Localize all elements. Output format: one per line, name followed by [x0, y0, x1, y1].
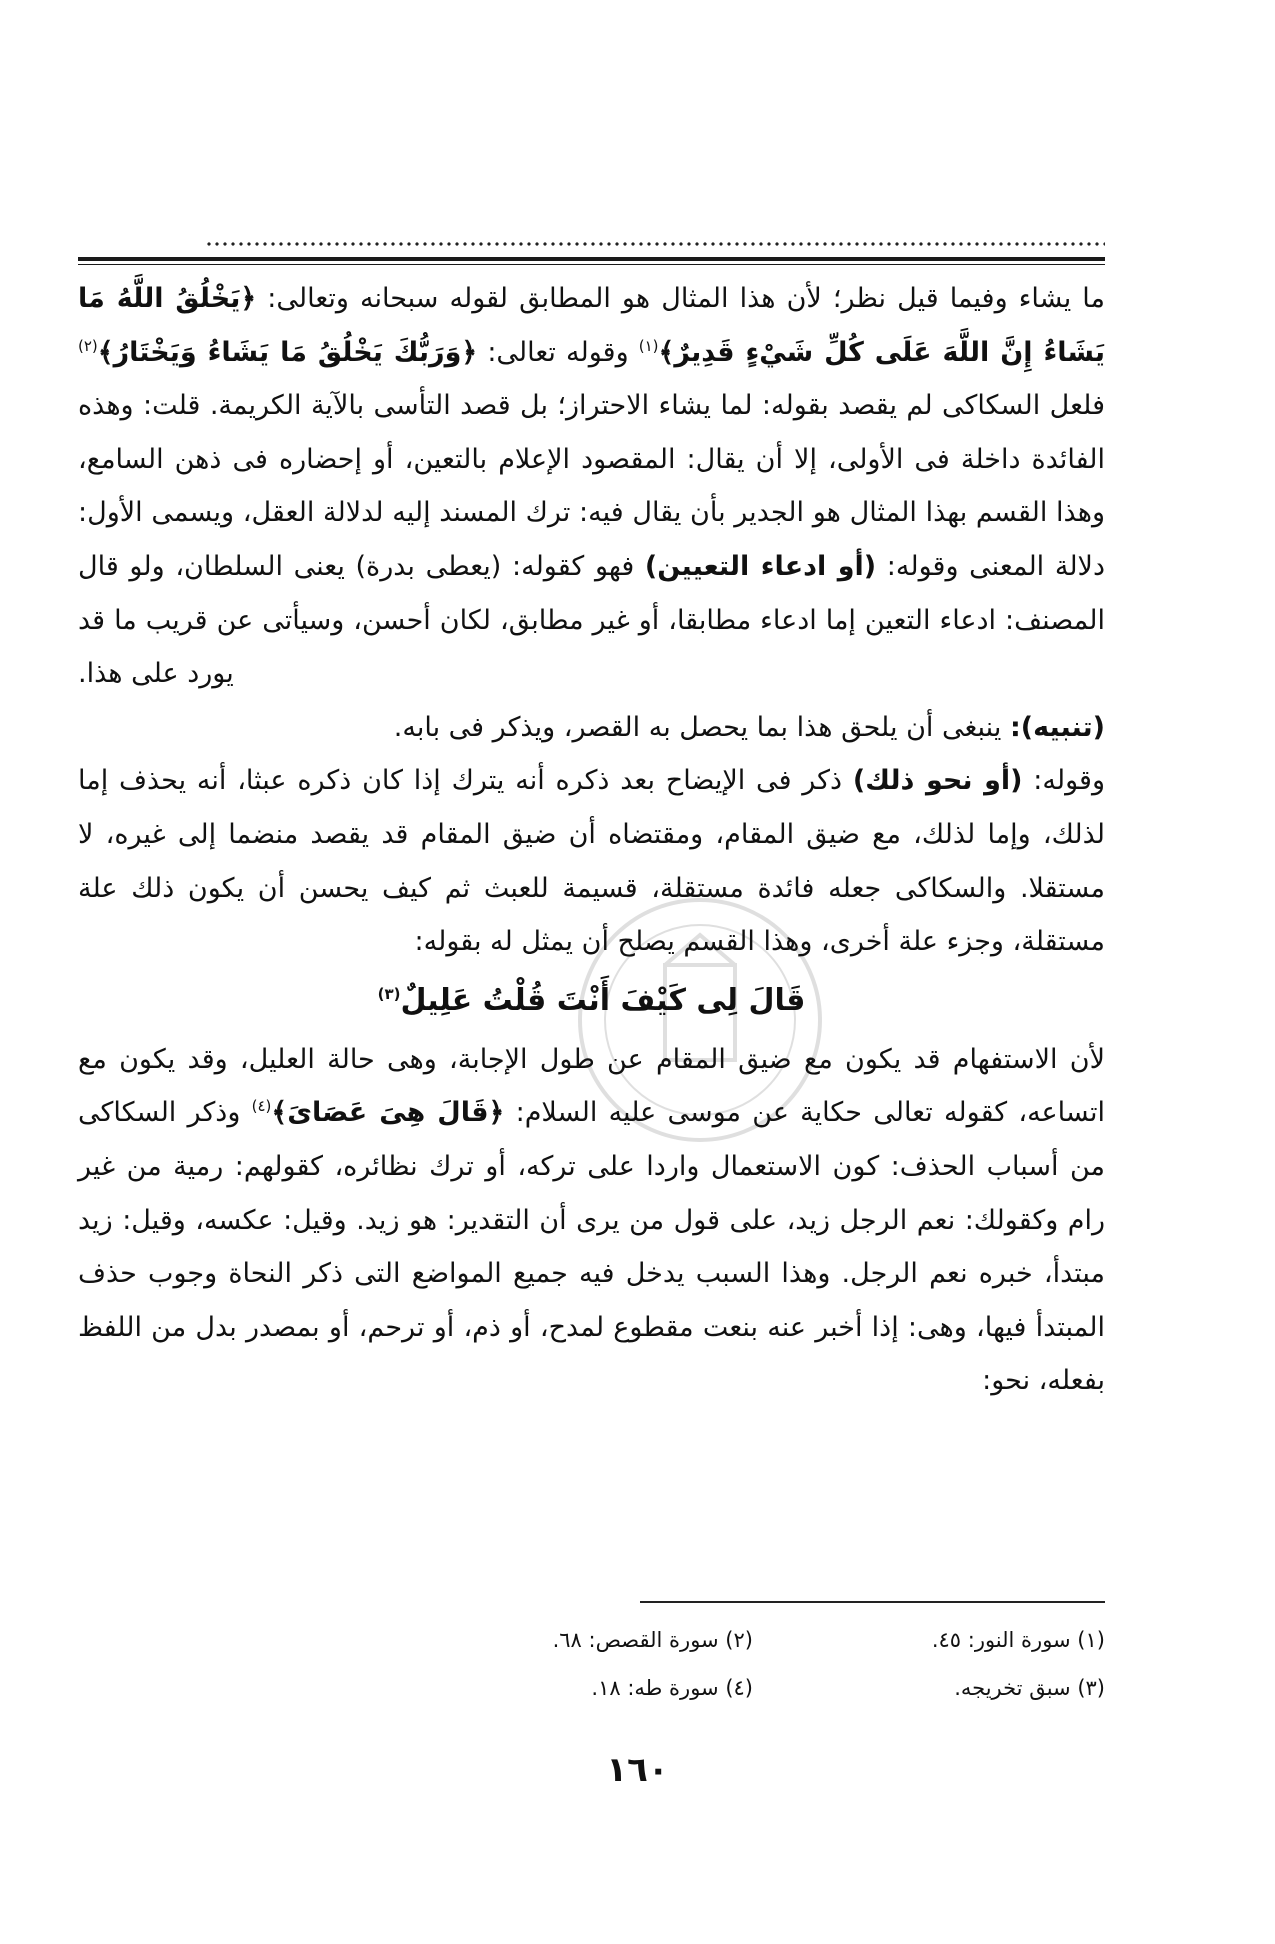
emphasized-text: ﴿يَخْلُقُ اللَّهُ مَا يَشَاءُ إِنَّ اللَّهَ عَلَى كُلِّ شَيْءٍ قَدِيرٌ﴾: [78, 283, 1106, 368]
text-run: ذكر فى الإيضاح بعد ذكره أنه يترك إذا كان ذكره عبثا، أنه يحذف إما لذلك، وإما لذلك، مع ضيق المقام، ومقتضاه أن ضيق المقام قد يقصد منضما إلى غيره، لا مستقلا. والسكاكى جعله فائدة مستقلة، قسيمة للعبث ثم كيف يحسن أن يكون ذلك علة مستقلة، وجزء علة أخرى، وهذا القسم يصلح أن يمثل له بقوله:: [78, 765, 1105, 958]
footnote-item: (٢) سورة القصص: ٦٨.: [552, 1628, 753, 1652]
emphasized-text: ﴿قَالَ هِىَ عَصَاىَ﴾: [271, 1097, 505, 1129]
text-run: فلعل السكاكى لم يقصد بقوله: لما يشاء الاحتراز؛ بل قصد التأسى بالآية الكريمة. قلت: وهذه الفائدة داخلة فى الأولى، إلا أن يقال: المقصود الإعلام بالتعين، أو إحضاره فى ذهن السامع، وهذا القسم بهذا المثال هو الجدير بأن يقال فيه: ترك المسند إليه لدلالة العقل، ويسمى الأول: دلالة المعنى وقوله:: [78, 390, 1105, 582]
emphasized-text: (أو ادعاء التعيين): [644, 550, 877, 582]
decorative-dotted-rule: [205, 241, 1105, 247]
footnote-reference: (٢): [78, 336, 98, 355]
header-thin-rule: [78, 264, 1105, 265]
footnote-row: [400, 1616, 1105, 1664]
paragraph: [78, 754, 1105, 968]
footnote-reference: (٣): [377, 984, 401, 1003]
text-run: لأن الاستفهام قد يكون مع ضيق المقام عن طول الإجابة، وهى حالة العليل، وقد يكون مع اتساعه، كقوله تعالى حكاية عن موسى عليه السلام:: [78, 1043, 1105, 1129]
verse-line: [78, 969, 1105, 1033]
paragraph: [78, 1033, 1105, 1408]
footnote-item: (١) سورة النور: ٤٥.: [931, 1628, 1105, 1652]
footnote-separator: [640, 1601, 1105, 1603]
footnote-item: (٤) سورة طه: ١٨.: [591, 1676, 753, 1700]
text-run: وذكر السكاكى من أسباب الحذف: كون الاستعمال واردا على تركه، أو ترك نظائره، كقولهم: رمية من غير رام وكقولك: نعم الرجل زيد، على قول من يرى أن التقدير: هو زيد. وقيل: عكسه، وقيل: زيد مبتدأ، خبره نعم الرجل. وهذا السبب يدخل فيه جميع المواضع التى ذكر النحاة وجوب حذف المبتدأ فيها، وهى: إذا أخبر عنه بنعت مقطوع لمدح، أو ذم، أو ترحم، أو بمصدر بدل من اللفظ بفعله، نحو:: [78, 1097, 1105, 1397]
text-run: وقوله تعالى:: [477, 336, 639, 368]
main-text-body: [78, 272, 1105, 1408]
footnotes: [400, 1616, 1105, 1712]
text-run: ما يشاء وفيما قيل نظر؛ لأن هذا المثال هو المطابق لقوله سبحانه وتعالى:: [256, 283, 1105, 314]
text-run: وقوله:: [1022, 765, 1105, 797]
footnote-reference: (٤): [251, 1097, 272, 1116]
page-number: ١٦٠: [606, 1750, 669, 1790]
header-thick-rule: [78, 257, 1105, 261]
emphasized-text: (أو نحو ذلك): [852, 765, 1023, 797]
emphasized-text: (تنبيه):: [1009, 711, 1105, 743]
footnote-reference: (١): [638, 336, 659, 355]
paragraph: [78, 701, 1105, 755]
text-run: ينبغى أن يلحق هذا بما يحصل به القصر، ويذكر فى بابه.: [393, 711, 1010, 743]
emphasized-text: قَالَ لِى كَيْفَ أَنْتَ قُلْتُ عَلِيلٌ: [400, 982, 806, 1018]
text-run: فهو كقوله: (يعطى بدرة) يعنى السلطان، ولو قال المصنف: ادعاء التعين إما ادعاء مطابقا، أو غير مطابق، لكان أحسن، وسيأتى عن قريب ما قد يورد على هذا.: [78, 550, 1105, 690]
footnote-item: (٣) سبق تخريجه.: [954, 1676, 1105, 1700]
footnote-row: [400, 1664, 1105, 1712]
paragraph: [78, 272, 1105, 701]
emphasized-text: ﴿وَرَبُّكَ يَخْلُقُ مَا يَشَاءُ وَيَخْتَارُ﴾: [97, 336, 478, 368]
